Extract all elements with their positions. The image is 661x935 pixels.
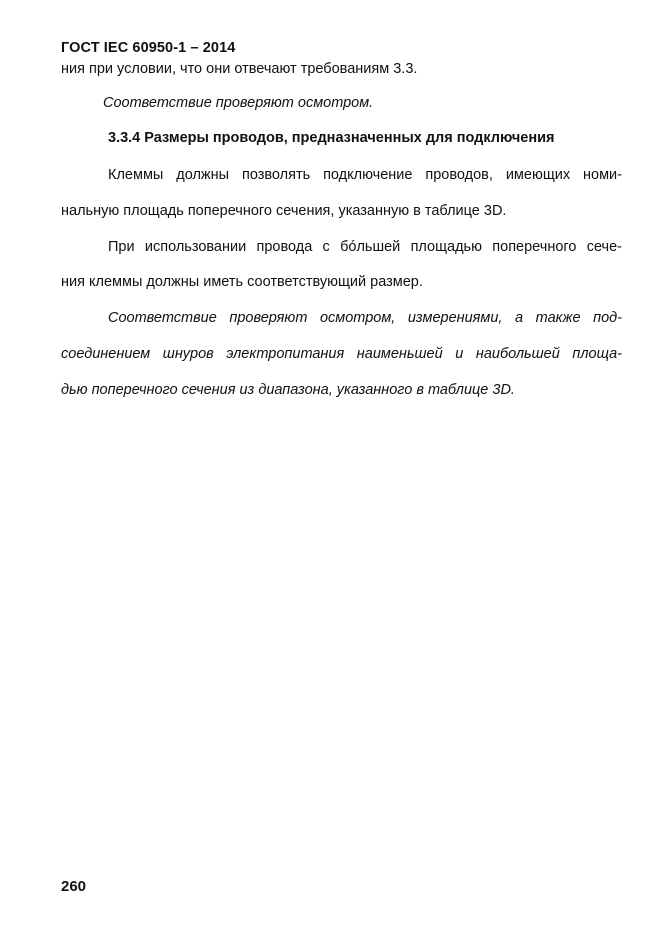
para3-line3: дью поперечного сечения из диапазона, указанного в таблице 3D. <box>61 382 515 398</box>
continuation-line: ния при условии, что они отвечают требованиям 3.3. <box>61 61 418 77</box>
para3-line1: Соответствие проверяют осмотром, измерениями, а также под- <box>108 310 622 326</box>
para3-line2: соединением шнуров электропитания наименьшей и наибольшей площа- <box>61 346 622 362</box>
para2-line1: При использовании провода с бóльшей площадью поперечного сече- <box>108 239 622 255</box>
para1-line1: Клеммы должны позволять подключение проводов, имеющих номи- <box>108 167 622 183</box>
page-number: 260 <box>61 878 87 895</box>
para2-line2: ния клеммы должны иметь соответствующий размер. <box>61 274 423 290</box>
document-header: ГОСТ IEC 60950-1 – 2014 <box>61 40 236 56</box>
para1-line2: нальную площадь поперечного сечения, указанную в таблице 3D. <box>61 203 507 219</box>
section-heading: 3.3.4 Размеры проводов, предназначенных для подключения <box>108 130 555 146</box>
compliance-note-1: Соответствие проверяют осмотром. <box>103 95 374 111</box>
